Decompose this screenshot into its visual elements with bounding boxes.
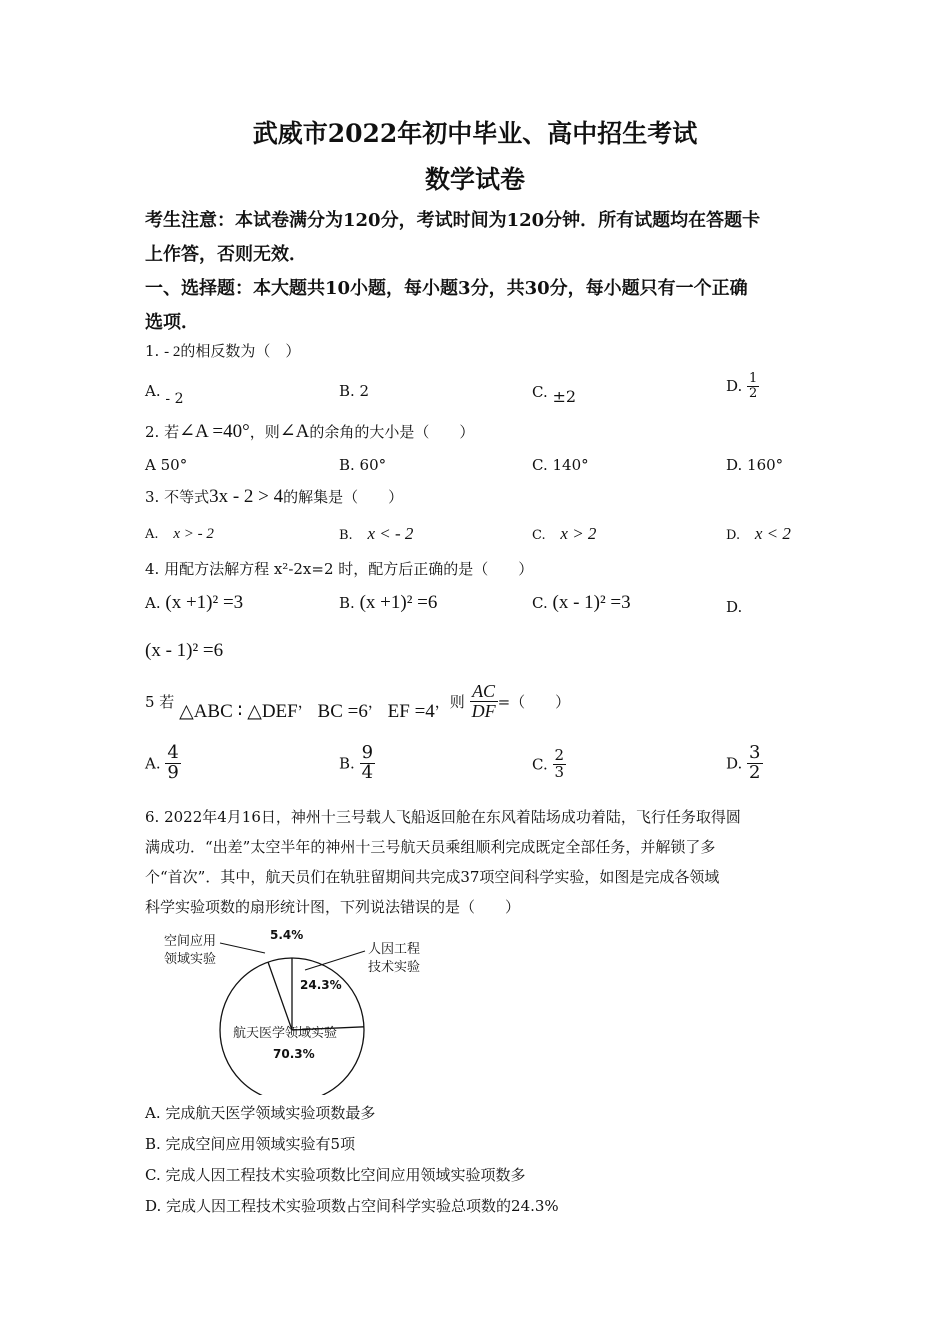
q3-option-b [339, 524, 413, 544]
q5-option-a [145, 744, 181, 783]
denominator: 3 [554, 762, 565, 781]
q5-option-b [339, 744, 375, 783]
q3-option-c [532, 524, 596, 544]
denominator: DF [471, 700, 496, 721]
q2-option-c: C. 140° [532, 456, 589, 474]
option-value: (x - 1)² =6 [145, 640, 224, 661]
notice-line-2: 上作答，否则无效． [145, 244, 307, 265]
slice-pct-2: 24.3% [300, 978, 342, 992]
math-expression: BC =6 [317, 701, 368, 723]
q1-option-b [339, 382, 369, 400]
option-label: B. [339, 594, 355, 612]
math-expression: ∠A =40° [179, 421, 250, 442]
stem-text: ，则 [249, 423, 280, 441]
numerator: 4 [167, 742, 179, 763]
fraction [747, 372, 759, 400]
stem-text: ，则 [434, 692, 465, 711]
option-label: A. [145, 382, 161, 400]
denominator: 2 [749, 385, 758, 401]
option-value: (x +1)² =6 [359, 592, 438, 613]
denominator: 4 [361, 761, 374, 783]
math-expression: EF =4 [387, 701, 435, 723]
slice-pct-1: 5.4% [270, 928, 304, 942]
option-value: ±2 [552, 387, 577, 406]
option-label: A. [145, 754, 161, 773]
question-number: 1. [145, 342, 160, 360]
page-subtitle: 数学试卷 [424, 165, 525, 194]
stem-text: 的余角的大小是（ ） [309, 423, 475, 441]
option-label: B. [339, 528, 353, 543]
denominator: 9 [167, 761, 179, 783]
q1-option-d [726, 372, 759, 400]
q4-option-c [532, 592, 631, 614]
question-6-line-1: 6. 2022年4月16日，神州十三号载人飞船返回舱在东风着陆场成功着陆，飞行任务取得圆 [145, 808, 741, 826]
question-6-line-2: 满成功．“出差”太空半年的神州十三号航天员乘组顺利完成既定全部任务，并解锁了多 [145, 838, 716, 856]
stem-text: 的相反数为（ ） [180, 342, 301, 360]
option-value: (x +1)² =3 [165, 592, 244, 613]
question-6-line-4: 科学实验项数的扇形统计图，下列说法错误的是（ ） [145, 898, 521, 916]
stem-text: 3. 不等式 [145, 488, 210, 506]
notice-line-1: 考生注意：本试卷满分为120分，考试时间为120分钟．所有试题均在答题卡 [145, 210, 761, 231]
math-expression: - 2 [164, 344, 181, 360]
option-label: A. [145, 594, 161, 612]
callout-line-space-app [220, 943, 265, 953]
q4-option-a [145, 592, 243, 614]
denominator: 2 [749, 761, 761, 783]
numerator: 1 [749, 371, 758, 386]
question-1-stem [145, 340, 300, 361]
numerator: 3 [749, 742, 761, 763]
page-title: 武威市2022年初中毕业、高中招生考试 [252, 119, 698, 148]
option-label: C. [532, 594, 548, 612]
option-label: C. [532, 755, 548, 774]
q2-option-a: A 50° [145, 456, 188, 474]
question-6-line-3: 个“首次”．其中，航天员们在轨驻留期间共完成37项空间科学实验，如图是完成各领域 [145, 868, 720, 886]
q4-option-d [726, 598, 742, 616]
numerator: 9 [361, 742, 374, 763]
stem-text: 的解集是（ ） [283, 488, 404, 506]
option-value: x > 2 [560, 524, 597, 543]
q6-option-c: C. 完成人因工程技术实验项数比空间应用领域实验项数多 [145, 1166, 526, 1184]
q6-option-b: B. 完成空间应用领域实验有5项 [145, 1135, 356, 1153]
slice-label-3: 航天医学领域实验 [233, 1026, 338, 1041]
stem-text: 5 若 [145, 692, 175, 711]
q4-option-b [339, 592, 437, 614]
slice-label-2-line-2: 技术实验 [368, 960, 421, 975]
math-expression: △ABC ∶ △DEF [179, 701, 298, 723]
q3-option-d [726, 524, 791, 544]
q3-option-a [145, 524, 214, 543]
question-3-stem [145, 486, 403, 508]
question-2-stem [145, 420, 474, 443]
question-5-stem: 5 若 △ABC ∶ △DEF， BC =6， EF =4，则 $\frac{AC}{DF}$ =（ ） [145, 681, 571, 723]
option-value: (x - 1)² =3 [552, 592, 631, 613]
q6-option-d: D. 完成人因工程技术实验项数占空间科学实验总项数的24.3% [145, 1197, 559, 1215]
q5-option-d [726, 744, 763, 783]
section-1-line-1: 一、选择题：本大题共10小题，每小题3分，共30分，每小题只有一个正确 [145, 278, 748, 299]
numerator: AC [470, 682, 498, 702]
q5-option-c [532, 748, 566, 781]
math-expression: ∠A [279, 421, 310, 442]
fraction [165, 744, 180, 783]
fraction [747, 744, 762, 783]
option-label: D. [726, 598, 743, 616]
numerator: 2 [554, 746, 565, 764]
option-label: C. [532, 528, 546, 543]
slice-pct-3: 70.3% [273, 1047, 315, 1061]
q1-option-c [532, 382, 577, 406]
q6-option-a: A. 完成航天医学领域实验项数最多 [145, 1104, 376, 1122]
callout-line-human-factors [305, 951, 365, 970]
fraction [360, 744, 375, 783]
fraction [470, 682, 498, 721]
option-label: D. [726, 377, 743, 396]
math-expression: 3x - 2 > 4 [209, 486, 284, 507]
option-label: D. [726, 528, 741, 543]
option-value: - 2 [165, 391, 184, 407]
option-value: x < 2 [754, 524, 791, 543]
pie-chart [150, 925, 450, 1095]
option-label: C. [532, 383, 548, 401]
stem-text: =（ ） [497, 692, 571, 711]
option-label: B. [339, 754, 355, 773]
option-label: B. 2 [339, 382, 370, 400]
q2-option-b: B. 60° [339, 456, 387, 474]
option-value: x < - 2 [367, 524, 414, 543]
option-label: A. [145, 527, 159, 542]
q2-option-d: D. 160° [726, 456, 784, 474]
q1-option-a [145, 382, 184, 407]
slice-label-2-line-1: 人因工程 [368, 942, 421, 957]
fraction [553, 748, 567, 781]
q4-option-d-value [145, 640, 223, 662]
slice-label-1-line-1: 空间应用 [164, 934, 217, 949]
stem-text: 2. 若 [145, 423, 180, 441]
slice-label-1-line-2: 领域实验 [164, 952, 217, 967]
option-value: x > - 2 [173, 526, 214, 542]
question-4-stem: 4. 用配方法解方程 x²-2x=2 时，配方后正确的是（ ） [145, 560, 534, 578]
option-label: D. [726, 754, 743, 773]
section-1-line-2: 选项． [145, 312, 199, 333]
